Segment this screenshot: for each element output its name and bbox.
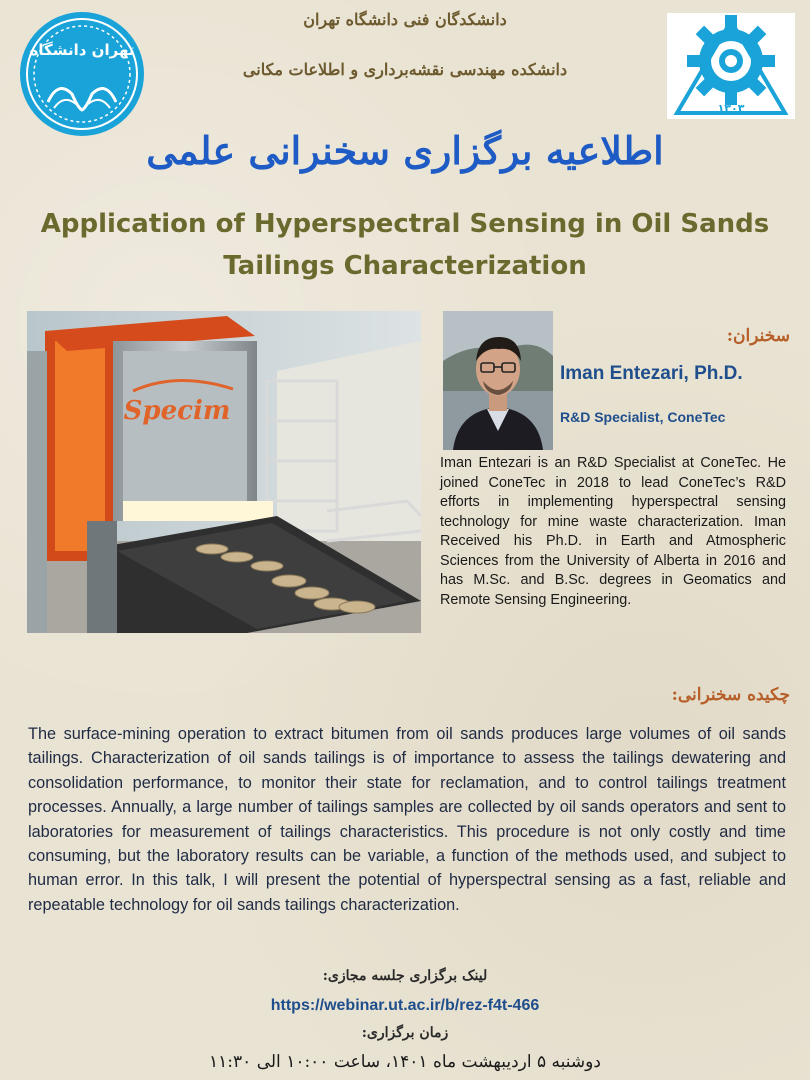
session-time-label: زمان برگزاری: [361, 1025, 449, 1041]
speaker-section-label: سخنران: [726, 326, 790, 346]
hyperspectral-scanner-photo [27, 311, 421, 633]
college-name: دانشکدگان فنی دانشگاه تهران [303, 10, 507, 29]
abstract-text: The surface-mining operation to extract bitumen from oil sands produces large volumes of oil sands tailings. Characterization of oil sands tailings is of importance to assess the tailings dewatering and consolidation performance, to monitor their state for reclamation, and to control tailings treatment processes. Annually, a large number of tailings samples are collected by oil sands operators and sent to laboratories for measurement of tailings characteristics. This procedure is not only costly and time consuming, but the laboratory results can be variable, a function of the methods used, and subject to human error. In this talk, I will present the potential of hyperspectral sensing as a fast, reliable and repeatable technology for oil sands tailings characterization. [28, 725, 786, 914]
webinar-link-label: لینک برگزاری جلسه مجازی: [322, 968, 488, 984]
logo-text-tehran: تهران دانشگاه [29, 41, 135, 59]
webinar-link[interactable]: https://webinar.ut.ac.ir/b/rez-f4t-466 [270, 997, 540, 1014]
speaker-name: Iman Entezari, Ph.D. [560, 363, 743, 384]
speaker-photo [443, 311, 553, 450]
university-of-tehran-logo [18, 10, 146, 138]
abstract-section-label: چکیده سخنرانی: [671, 685, 790, 705]
logo-year-text: ۱۳۰۳ [717, 102, 745, 115]
specim-brand-text: Specim [123, 396, 231, 426]
speaker-bio: Iman Entezari is an R&D Specialist at ConeTec. He joined ConeTec in 2018 to lead ConeTec’s R&D efforts in implementing hyperspectral sensing technology for mine waste characterization. Iman Received his Ph.D. in Earth and Atmospheric Sciences from the University of Alberta in 2016 and has M.Sc. and B.Sc. degrees in Geomatics and Remote Sensing Engineering. [440, 455, 786, 608]
announcement-title: اطلاعیه برگزاری سخنرانی علمی [146, 128, 664, 173]
college-of-engineering-logo [667, 13, 795, 119]
speaker-role: R&D Specialist, ConeTec [560, 409, 726, 425]
talk-title: Application of Hyperspectral Sensing in Oil Sands Tailings Characterization [40, 209, 770, 281]
session-time-value: دوشنبه ۵ اردیبهشت ماه ۱۴۰۱، ساعت ۱۰:۰۰ الی ۱۱:۳۰ [209, 1052, 601, 1072]
faculty-name: دانشکده مهندسی نقشه‌برداری و اطلاعات مکانی [242, 60, 568, 79]
